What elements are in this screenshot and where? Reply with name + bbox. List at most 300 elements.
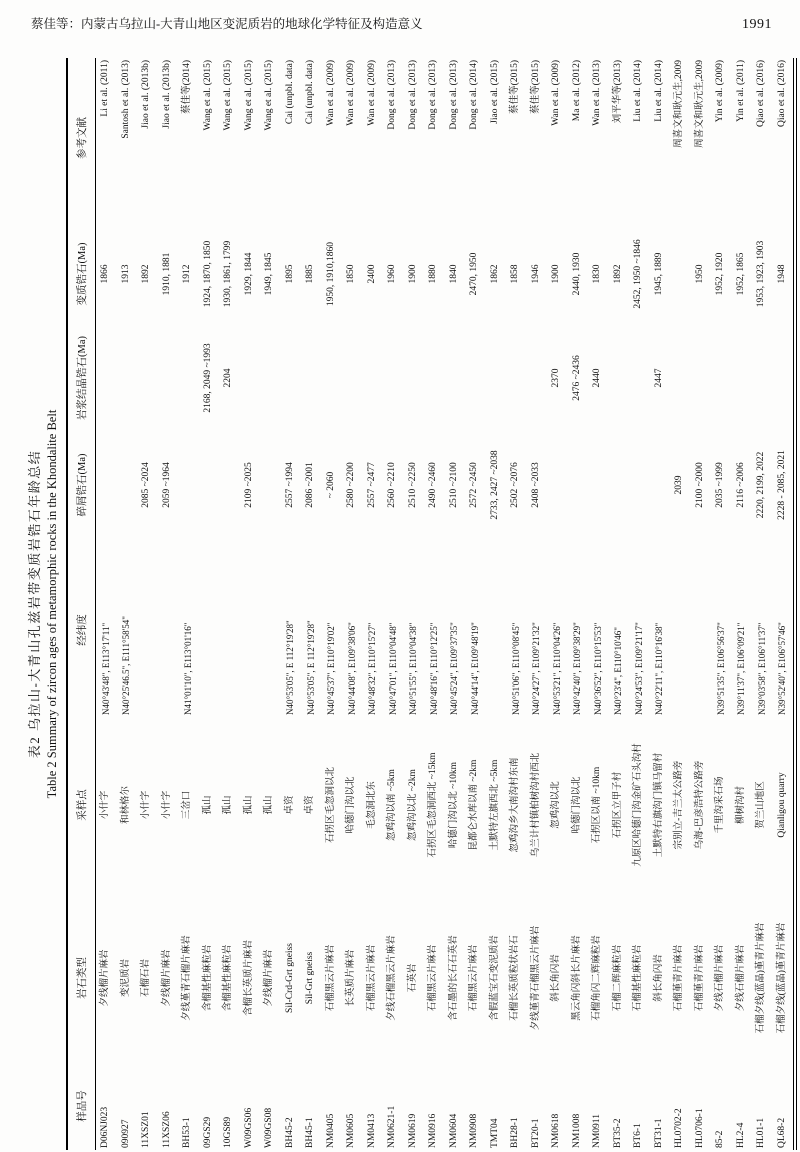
cell-metamorphic-zircon: 1830 bbox=[592, 264, 603, 284]
cell-detrital-zircon bbox=[650, 426, 671, 544]
cell-detrital-zircon: 2560 ~2210 bbox=[387, 462, 398, 508]
cell-coordinates: N40°51'06", E110°08'45" bbox=[510, 622, 521, 715]
cell-detrital-zircon: 2557 ~2477 bbox=[366, 462, 377, 508]
cell-sample-id: 11XSZ06 bbox=[161, 1111, 172, 1148]
zircon-age-table bbox=[66, 58, 797, 1150]
cell-metamorphic-zircon: 2470, 1950 bbox=[469, 252, 480, 296]
table-row bbox=[547, 58, 568, 1150]
cell-sample-id: NM0908 bbox=[469, 1113, 480, 1148]
cell-reference: Wang et al. (2015) bbox=[243, 60, 254, 131]
cell-sample-id: BT31-1 bbox=[653, 1118, 664, 1148]
table-row bbox=[650, 58, 671, 1150]
cell-sample-id: NM0604 bbox=[448, 1113, 459, 1148]
table-row bbox=[301, 58, 322, 1150]
cell-sample-id: NM0911 bbox=[592, 1114, 603, 1148]
cell-rock-type: 石榴基性麻粒岩 bbox=[633, 944, 644, 1012]
cell-metamorphic-zircon: 2400 bbox=[366, 264, 377, 284]
cell-magmatic-zircon bbox=[158, 330, 179, 426]
cell-magmatic-zircon bbox=[486, 330, 507, 426]
cell-rock-type: 石榴角闪二辉麻粒岩 bbox=[592, 935, 603, 1021]
cell-rock-type: 夕线榴片麻岩 bbox=[100, 949, 111, 1007]
cell-sampling-site: 小什字 bbox=[100, 790, 111, 820]
table-row bbox=[383, 58, 404, 1150]
cell-sampling-site: 卓资 bbox=[305, 795, 316, 815]
table-row bbox=[465, 58, 486, 1150]
cell-sample-id: NM0413 bbox=[366, 1113, 377, 1148]
page-number: 1991 bbox=[742, 17, 772, 32]
cell-magmatic-zircon: 2168, 2049 ~1993 bbox=[202, 343, 213, 413]
cell-sample-id: NM0916 bbox=[428, 1113, 439, 1148]
cell-magmatic-zircon bbox=[404, 330, 425, 426]
cell-reference: 蔡佳等(2014) bbox=[182, 60, 193, 114]
cell-metamorphic-zircon: 1858 bbox=[510, 264, 521, 284]
cell-sampling-site: 哈德门沟以北 bbox=[346, 776, 357, 834]
cell-sampling-site: 土默特左旗西北 ~5km bbox=[489, 759, 500, 851]
cell-sample-id: W09GS06 bbox=[243, 1107, 254, 1148]
cell-reference: Liu et al. (2014) bbox=[653, 60, 664, 122]
cell-metamorphic-zircon: 1910, 1881 bbox=[161, 252, 172, 296]
cell-magmatic-zircon bbox=[96, 330, 117, 426]
cell-coordinates: N40°53'05", E 112°19'28" bbox=[305, 620, 316, 715]
cell-detrital-zircon: 2109 ~2025 bbox=[243, 462, 254, 508]
cell-magmatic-zircon bbox=[465, 330, 486, 426]
cell-rock-type: 石榴黑云片麻岩 bbox=[469, 944, 480, 1012]
cell-rock-type: 黑云角闪斜长片麻岩 bbox=[571, 935, 582, 1021]
cell-detrital-zircon bbox=[568, 426, 589, 544]
cell-sample-id: BT20-1 bbox=[530, 1118, 541, 1148]
table-row bbox=[363, 58, 384, 1150]
cell-sampling-site: 毛忽洞北东 bbox=[366, 781, 377, 829]
cell-reference: Jiao et al. (2015) bbox=[489, 60, 500, 124]
cell-metamorphic-zircon: 1960 bbox=[387, 264, 398, 284]
cell-magmatic-zircon bbox=[424, 330, 445, 426]
cell-detrital-zircon: 2733, 2427 ~2038 bbox=[489, 450, 500, 520]
cell-reference: Wan et al. (2009) bbox=[366, 60, 377, 126]
cell-sampling-site: 乌海-巴彦浩特公路旁 bbox=[694, 760, 705, 850]
cell-rock-type: 石榴堇青片麻岩 bbox=[694, 944, 705, 1012]
cell-coordinates: N39°52'40", E106°57'46" bbox=[773, 544, 796, 716]
cell-sampling-site: 哈德门沟以北 ~10km bbox=[448, 761, 459, 849]
cell-sample-id: HL0706-1 bbox=[694, 1108, 705, 1148]
table-row bbox=[588, 58, 609, 1150]
cell-coordinates bbox=[137, 544, 158, 716]
cell-sampling-site: 土默特右旗沟门镇马留村 bbox=[653, 752, 664, 858]
cell-coordinates: N40°43'48", E113°17'11" bbox=[100, 622, 111, 715]
cell-reference: 刘平华等(2013) bbox=[612, 60, 623, 124]
cell-reference: 蔡佳等(2015) bbox=[530, 60, 541, 114]
cell-reference: Qiao et al. (2016) bbox=[756, 60, 767, 128]
cell-metamorphic-zircon: 1840 bbox=[448, 264, 459, 284]
cell-sampling-site: 石拐区立甲子村 bbox=[612, 771, 623, 839]
cell-metamorphic-zircon: 1950 bbox=[694, 264, 705, 284]
col-header-reference: 参考文献 bbox=[67, 58, 96, 218]
cell-rock-type: 石英岩 bbox=[407, 963, 418, 993]
cell-detrital-zircon bbox=[629, 426, 650, 544]
cell-reference: Jiao et al. (2013b) bbox=[161, 60, 172, 129]
cell-sample-id: BH53-1 bbox=[182, 1117, 193, 1148]
cell-rock-type: 石榴夕线(蓝晶)堇青片麻岩 bbox=[756, 922, 767, 1034]
cell-magmatic-zircon bbox=[711, 330, 732, 426]
running-title: 蔡佳等：内蒙古乌拉山-大青山地区变泥质岩的地球化学特征及构造意义 bbox=[31, 17, 423, 31]
cell-coordinates: N40°23'4", E110°10'46" bbox=[613, 627, 624, 715]
cell-coordinates bbox=[260, 544, 281, 716]
cell-reference: 蔡佳等(2015) bbox=[510, 60, 521, 114]
cell-sample-id: NM0618 bbox=[551, 1113, 562, 1148]
cell-sample-id: TMT04 bbox=[489, 1118, 500, 1148]
cell-rock-type: 斜长角闪岩 bbox=[653, 954, 664, 1002]
cell-sample-id: HL2-4 bbox=[735, 1122, 746, 1148]
cell-rock-type: 夕线石榴片麻岩 bbox=[735, 944, 746, 1012]
cell-rock-type: 长英质片麻岩 bbox=[346, 949, 357, 1007]
cell-sampling-site: 三岔口 bbox=[182, 790, 193, 820]
cell-reference: Ma et al. (2012) bbox=[571, 60, 582, 122]
cell-reference: Wang et al. (2015) bbox=[202, 60, 213, 131]
cell-sample-id: QL68-2 bbox=[773, 1062, 796, 1150]
table-caption-en: Table 2 Summary of zircon ages of metamorphic rocks in the Khondalite Belt bbox=[45, 409, 59, 799]
cell-metamorphic-zircon: 1885 bbox=[305, 264, 316, 284]
cell-magmatic-zircon: 2440 bbox=[592, 368, 603, 388]
cell-coordinates bbox=[240, 544, 261, 716]
cell-coordinates bbox=[199, 544, 220, 716]
cell-sampling-site: 柳树沟村 bbox=[735, 786, 746, 825]
cell-sampling-site: 石拐区毛忽洞西北 ~15km bbox=[428, 752, 439, 858]
cell-detrital-zircon: 2085 ~2024 bbox=[141, 462, 152, 508]
cell-magmatic-zircon bbox=[342, 330, 363, 426]
cell-metamorphic-zircon: 1930, 1861, 1799 bbox=[223, 240, 234, 308]
cell-magmatic-zircon bbox=[301, 330, 322, 426]
cell-detrital-zircon: 2557 ~1994 bbox=[284, 462, 295, 508]
cell-sampling-site: 千里沟采石场 bbox=[715, 776, 726, 834]
cell-metamorphic-zircon: 1912 bbox=[182, 264, 193, 284]
cell-detrital-zircon bbox=[609, 426, 630, 544]
cell-reference: Wan et al. (2009) bbox=[551, 60, 562, 126]
cell-sampling-site: 贺兰山地区 bbox=[756, 781, 767, 829]
cell-magmatic-zircon: 2370 bbox=[551, 368, 562, 388]
col-header-magmatic-zircon: 岩浆结晶锆石(Ma) bbox=[67, 330, 96, 426]
cell-detrital-zircon: 2408 ~2033 bbox=[530, 462, 541, 508]
cell-metamorphic-zircon: 1892 bbox=[141, 264, 152, 284]
cell-sampling-site: 宗别立-吉兰太公路旁 bbox=[674, 760, 685, 850]
cell-coordinates: N40°47'01", E110°04'48" bbox=[387, 622, 398, 715]
cell-detrital-zircon: 2580 ~2200 bbox=[346, 462, 357, 508]
cell-sampling-site: 孤山 bbox=[243, 795, 254, 815]
cell-magmatic-zircon bbox=[691, 330, 712, 426]
cell-coordinates: N40°44'08", E109°38'06" bbox=[346, 622, 357, 715]
cell-metamorphic-zircon: 1948 bbox=[773, 218, 796, 330]
cell-reference: Yin et al. (2009) bbox=[715, 60, 726, 123]
cell-reference: Yin et al. (2011) bbox=[735, 60, 746, 122]
cell-coordinates: N40°48'32", E110°15'27" bbox=[367, 622, 378, 715]
col-header-sample-id: 样品号 bbox=[67, 1062, 96, 1150]
cell-sampling-site: Qianligou quarry bbox=[773, 716, 796, 894]
cell-sample-id: NM0619 bbox=[407, 1113, 418, 1148]
col-header-detrital-zircon: 碎屑锆石(Ma) bbox=[67, 426, 96, 544]
cell-magmatic-zircon bbox=[732, 330, 753, 426]
cell-sample-id: W09GS08 bbox=[264, 1107, 275, 1148]
table-row bbox=[117, 58, 138, 1150]
cell-detrital-zircon: 2039 bbox=[674, 475, 685, 495]
cell-magmatic-zircon bbox=[752, 330, 773, 426]
cell-coordinates bbox=[691, 544, 712, 716]
cell-sampling-site: 和林格尔 bbox=[120, 786, 131, 825]
table-row bbox=[342, 58, 363, 1150]
cell-sample-id: NM0405 bbox=[325, 1113, 336, 1148]
cell-magmatic-zircon bbox=[117, 330, 138, 426]
cell-reference: Qiao et al. (2016) bbox=[773, 58, 796, 218]
table-row bbox=[629, 58, 650, 1150]
cell-metamorphic-zircon: 1895 bbox=[284, 264, 295, 284]
cell-metamorphic-zircon: 1880 bbox=[428, 264, 439, 284]
cell-sample-id: NM1008 bbox=[571, 1113, 582, 1148]
cell-detrital-zircon: 2059 ~1964 bbox=[161, 462, 172, 508]
cell-coordinates: N40°48'16", E110°12'25" bbox=[428, 622, 439, 715]
cell-magmatic-zircon bbox=[137, 330, 158, 426]
cell-sample-id: HL01-1 bbox=[756, 1117, 767, 1148]
cell-reference: 周喜文和耿元生,2009 bbox=[674, 60, 685, 148]
cell-reference: Li et al. (2011) bbox=[100, 60, 111, 117]
table-row bbox=[96, 58, 117, 1150]
cell-metamorphic-zircon: 1866 bbox=[100, 264, 111, 284]
cell-sampling-site: 卓资 bbox=[284, 795, 295, 815]
cell-reference: Cai (unpbl. data) bbox=[284, 60, 295, 125]
cell-rock-type: 夕线榴片麻岩 bbox=[264, 949, 275, 1007]
cell-sampling-site: 九原区哈德门沟金矿石头沟村 bbox=[633, 743, 644, 867]
cell-rock-type: 石榴黑云片麻岩 bbox=[325, 944, 336, 1012]
cell-detrital-zircon: 2100 ~2000 bbox=[694, 462, 705, 508]
cell-reference: Wan et al. (2009) bbox=[325, 60, 336, 126]
cell-rock-type: 石榴长英质粒状岩石 bbox=[510, 935, 521, 1021]
cell-sampling-site: 石拐区以南 ~10km bbox=[592, 766, 603, 844]
cell-detrital-zircon: 2502 ~2076 bbox=[510, 462, 521, 508]
cell-sampling-site: 孤山 bbox=[223, 795, 234, 815]
cell-coordinates: N40°36'52", E110°15'53" bbox=[592, 622, 603, 715]
cell-rock-type: 石榴黑云片麻岩 bbox=[366, 944, 377, 1012]
cell-detrital-zircon: ~ 2060 bbox=[325, 471, 336, 499]
cell-metamorphic-zircon: 1900 bbox=[551, 264, 562, 284]
cell-rock-type: 夕线堇青石榴片麻岩 bbox=[182, 935, 193, 1021]
table-header-row bbox=[67, 58, 96, 1150]
cell-reference: Dong et al. (2014) bbox=[469, 60, 480, 130]
cell-coordinates bbox=[219, 544, 240, 716]
table-row bbox=[424, 58, 445, 1150]
cell-rock-type: 石榴黑云片麻岩 bbox=[428, 944, 439, 1012]
cell-coordinates bbox=[670, 544, 691, 716]
cell-sample-id: BT35-2 bbox=[612, 1118, 623, 1148]
cell-sample-id: D06NJ023 bbox=[100, 1106, 111, 1148]
cell-reference: Jiao et al. (2013b) bbox=[141, 60, 152, 129]
cell-sample-id: NM0621-1 bbox=[387, 1105, 398, 1148]
cell-sample-id: 090927 bbox=[120, 1119, 131, 1148]
cell-detrital-zircon bbox=[96, 426, 117, 544]
cell-detrital-zircon: 2086 ~2001 bbox=[305, 462, 316, 508]
cell-metamorphic-zircon: 1892 bbox=[612, 264, 623, 284]
table-row bbox=[322, 58, 343, 1150]
cell-magmatic-zircon bbox=[383, 330, 404, 426]
cell-magmatic-zircon: 2204 bbox=[223, 368, 234, 388]
cell-metamorphic-zircon: 2440, 1930 bbox=[571, 252, 582, 296]
table-row bbox=[568, 58, 589, 1150]
table-row bbox=[670, 58, 691, 1150]
cell-sample-id: 10GS89 bbox=[223, 1116, 234, 1148]
table-row bbox=[158, 58, 179, 1150]
cell-reference: Liu et al. (2014) bbox=[633, 60, 644, 122]
cell-coordinates: N40°51'55", E110°04'38" bbox=[408, 622, 419, 715]
cell-coordinates: N39°11'37", E106°09'21" bbox=[736, 622, 747, 715]
cell-sample-id: 11XSZ01 bbox=[141, 1111, 152, 1148]
cell-detrital-zircon bbox=[219, 426, 240, 544]
cell-coordinates: N39°51'35", E106°56'37" bbox=[715, 622, 726, 715]
cell-reference: Wan et al. (2009) bbox=[346, 60, 357, 126]
cell-rock-type: 含榴长英质片麻岩 bbox=[243, 940, 254, 1017]
cell-magmatic-zircon bbox=[609, 330, 630, 426]
cell-magmatic-zircon bbox=[363, 330, 384, 426]
cell-rock-type: 变泥质岩 bbox=[120, 959, 131, 998]
cell-sample-id: BH45-1 bbox=[305, 1117, 316, 1148]
cell-reference: Dong et al. (2013) bbox=[387, 60, 398, 130]
cell-rock-type: 斜长角闪岩 bbox=[551, 954, 562, 1002]
cell-metamorphic-zircon: 1946 bbox=[530, 264, 541, 284]
cell-sampling-site: 石拐区毛忽洞以北 bbox=[325, 767, 336, 844]
cell-detrital-zircon: 2510 ~2250 bbox=[407, 462, 418, 508]
table-row bbox=[240, 58, 261, 1150]
cell-detrital-zircon bbox=[199, 426, 220, 544]
col-header-sampling-site: 采样点 bbox=[67, 716, 96, 894]
cell-rock-type: 含石墨的长石石英岩 bbox=[448, 935, 459, 1021]
cell-coordinates: N40°25'46.5", E111°58'54" bbox=[121, 616, 132, 715]
cell-sampling-site: 忽鸡沟以南 ~5km bbox=[387, 769, 398, 841]
cell-rock-type: 石榴石岩 bbox=[141, 959, 152, 998]
cell-coordinates: N41°01'10", E113°01'16" bbox=[182, 622, 193, 715]
col-header-metamorphic-zircon: 变质锆石(Ma) bbox=[67, 218, 96, 330]
table-row bbox=[199, 58, 220, 1150]
cell-sampling-site: 小什字 bbox=[141, 790, 152, 820]
cell-rock-type: 含榴基性麻粒岩 bbox=[202, 944, 213, 1012]
cell-reference: Santosh et al. (2013) bbox=[120, 60, 131, 139]
cell-coordinates bbox=[158, 544, 179, 716]
cell-magmatic-zircon: 2447 bbox=[653, 368, 664, 388]
cell-coordinates: N39°03'58", E106°11'37" bbox=[756, 622, 767, 715]
cell-rock-type: 石榴夕线(蓝晶)堇青片麻岩 bbox=[773, 894, 796, 1062]
cell-sampling-site: 乌兰计村镇柏树沟村西北 bbox=[530, 752, 541, 858]
cell-metamorphic-zircon: 1952, 1920 bbox=[715, 252, 726, 296]
cell-detrital-zircon: 2116 ~2006 bbox=[735, 462, 746, 508]
cell-rock-type: 含榴基性麻粒岩 bbox=[223, 944, 234, 1012]
cell-coordinates bbox=[486, 544, 507, 716]
cell-metamorphic-zircon: 1949, 1845 bbox=[264, 252, 275, 296]
cell-detrital-zircon bbox=[117, 426, 138, 544]
cell-sampling-site: 孤山 bbox=[264, 795, 275, 815]
cell-metamorphic-zircon: 1945, 1889 bbox=[653, 252, 664, 296]
cell-coordinates: N40°45'24", E109°37'35" bbox=[449, 622, 460, 715]
cell-metamorphic-zircon: 1850 bbox=[346, 264, 357, 284]
cell-detrital-zircon bbox=[260, 426, 281, 544]
cell-coordinates: N40°45'37", E110°19'02" bbox=[326, 622, 337, 715]
cell-reference: Wan et al. (2013) bbox=[592, 60, 603, 126]
zircon-table-body bbox=[96, 58, 796, 1150]
cell-rock-type: 夕线石榴黑云片麻岩 bbox=[387, 935, 398, 1021]
cell-coordinates: N40°53'05", E 112°19'28" bbox=[285, 620, 296, 715]
cell-reference: Wang et al. (2015) bbox=[264, 60, 275, 131]
cell-sample-id: 09GS29 bbox=[202, 1116, 213, 1148]
cell-rock-type: Sil-Grt gneiss bbox=[305, 951, 316, 1005]
cell-coordinates: N40°44'14", E109°48'19" bbox=[469, 622, 480, 715]
cell-magmatic-zircon bbox=[240, 330, 261, 426]
cell-rock-type: 夕线堇青石榴黑云片麻岩 bbox=[530, 925, 541, 1031]
cell-metamorphic-zircon: 2452, 1950 ~1846 bbox=[633, 239, 644, 309]
cell-rock-type: 石榴堇青片麻岩 bbox=[674, 944, 685, 1012]
cell-metamorphic-zircon: 1929, 1844 bbox=[243, 252, 254, 296]
table-row bbox=[404, 58, 425, 1150]
cell-detrital-zircon bbox=[547, 426, 568, 544]
cell-coordinates: N40°24'53", E109°21'17" bbox=[633, 622, 644, 715]
cell-sample-id: 85-2 bbox=[715, 1130, 726, 1148]
table-row bbox=[691, 58, 712, 1150]
cell-sampling-site: 哈德门沟以北 bbox=[571, 776, 582, 834]
cell-metamorphic-zircon: 1952, 1865 bbox=[735, 252, 746, 296]
table-row bbox=[773, 58, 796, 1150]
table-row bbox=[137, 58, 158, 1150]
cell-coordinates: N40°22'11", E110°16'38" bbox=[654, 622, 665, 715]
cell-sample-id: BT6-1 bbox=[633, 1123, 644, 1148]
cell-detrital-zircon bbox=[588, 426, 609, 544]
cell-sampling-site: 忽鸡沟乡大南沟村东南 bbox=[510, 757, 521, 853]
cell-magmatic-zircon bbox=[281, 330, 302, 426]
cell-sample-id: BH45-2 bbox=[284, 1117, 295, 1148]
table-row bbox=[219, 58, 240, 1150]
cell-metamorphic-zircon: 1913 bbox=[120, 264, 131, 284]
cell-sampling-site: 昆都仑水库以南 ~2km bbox=[469, 759, 480, 851]
table-row bbox=[609, 58, 630, 1150]
cell-rock-type: 夕线榴片麻岩 bbox=[161, 949, 172, 1007]
cell-sample-id: HL0702-2 bbox=[674, 1108, 685, 1148]
cell-metamorphic-zircon: 1862 bbox=[489, 264, 500, 284]
cell-rock-type: Sil-Crd-Grt gneiss bbox=[284, 943, 295, 1013]
rotated-table-block bbox=[24, 58, 796, 1150]
cell-sampling-site: 忽鸡沟以北 bbox=[551, 781, 562, 829]
cell-detrital-zircon: 2510 ~2100 bbox=[448, 462, 459, 508]
cell-magmatic-zircon bbox=[629, 330, 650, 426]
table-row bbox=[260, 58, 281, 1150]
cell-coordinates: N40°24'27", E109°21'32" bbox=[531, 622, 542, 715]
cell-metamorphic-zircon bbox=[670, 218, 691, 330]
table-row bbox=[486, 58, 507, 1150]
cell-rock-type: 夕线石榴片麻岩 bbox=[715, 944, 726, 1012]
cell-reference: Dong et al. (2013) bbox=[428, 60, 439, 130]
cell-sample-id: BH28-1 bbox=[510, 1117, 521, 1148]
cell-detrital-zircon: 2490 ~2460 bbox=[428, 462, 439, 508]
cell-detrital-zircon: 2572 ~2450 bbox=[469, 462, 480, 508]
cell-magmatic-zircon bbox=[773, 330, 796, 426]
table-row bbox=[711, 58, 732, 1150]
table-caption-zh: 表2 乌拉山-大青山孔兹岩带变质岩锆石年龄总结 bbox=[27, 449, 42, 759]
cell-rock-type: 含假蓝宝石变泥质岩 bbox=[489, 935, 500, 1021]
cell-metamorphic-zircon: 1950, 1910,1860 bbox=[325, 241, 336, 307]
table-row bbox=[281, 58, 302, 1150]
col-header-coordinates: 经纬度 bbox=[67, 544, 96, 716]
cell-reference: 周喜文和耿元生,2009 bbox=[694, 60, 705, 148]
cell-sampling-site: 小什字 bbox=[161, 790, 172, 820]
cell-magmatic-zircon bbox=[322, 330, 343, 426]
cell-detrital-zircon: 2220, 2199, 2022 bbox=[756, 451, 767, 519]
cell-reference: Wang et al. (2015) bbox=[223, 60, 234, 131]
cell-sampling-site: 孤山 bbox=[202, 795, 213, 815]
cell-magmatic-zircon bbox=[670, 330, 691, 426]
cell-reference: Cai (unpbl. data) bbox=[305, 60, 316, 125]
cell-magmatic-zircon bbox=[178, 330, 199, 426]
cell-magmatic-zircon bbox=[506, 330, 527, 426]
cell-magmatic-zircon bbox=[445, 330, 466, 426]
cell-metamorphic-zircon: 1953, 1923, 1903 bbox=[756, 240, 767, 308]
